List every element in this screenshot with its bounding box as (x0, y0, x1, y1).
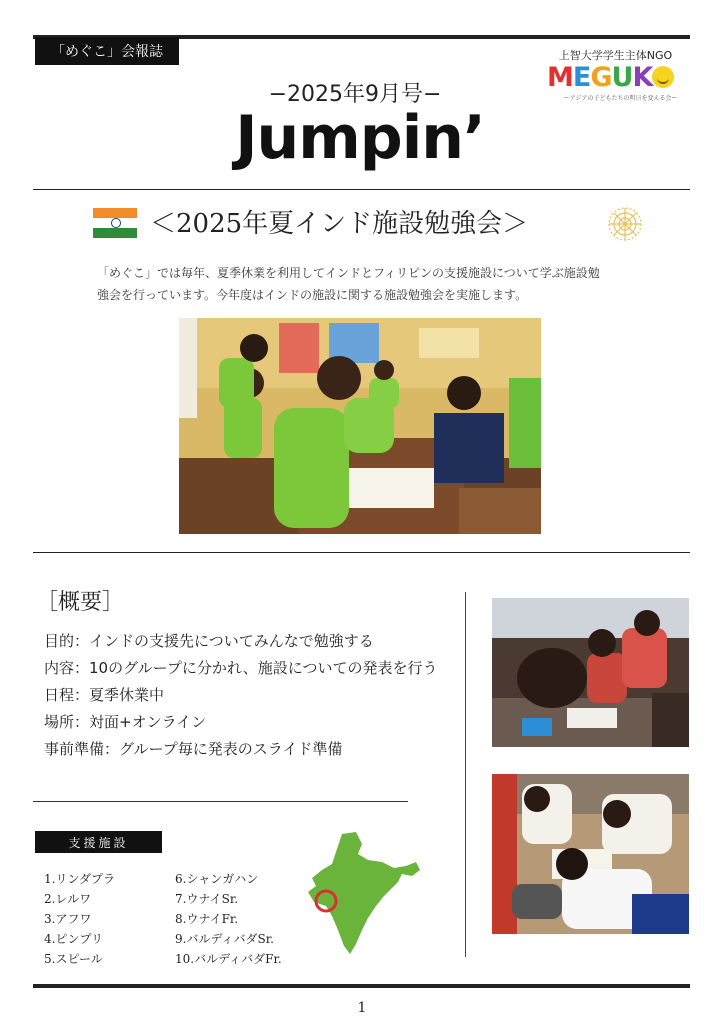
overview-preparation: 事前準備：グループ毎に発表のスライド準備 (44, 740, 343, 758)
section-title: ＜2025年夏インド施設勉強会＞ (150, 209, 529, 239)
india-flag-icon (93, 208, 137, 238)
bottom-rule (33, 984, 690, 988)
overview-schedule: 日程：夏季休業中 (44, 686, 165, 704)
overview-location: 場所：対面+オンライン (44, 713, 207, 731)
list-item: 4.ピンプリ (44, 932, 103, 946)
smiley-icon (652, 66, 674, 88)
issue-date: −2025年9月号− (268, 82, 442, 107)
mid-divider (33, 552, 690, 553)
logo-subtitle: 上智大学学生主体NGO (558, 49, 673, 62)
list-item: 1.リンダプラ (44, 872, 115, 886)
group-study-photo-2 (492, 774, 689, 934)
meguko-logo: MEGUK (547, 62, 674, 93)
list-item: 2.レルワ (44, 892, 92, 906)
group-study-photo-1 (492, 598, 689, 747)
list-item: 3.アフワ (44, 912, 92, 926)
list-item: 7.ウナイSr. (175, 892, 239, 906)
overview-content: 内容：10のグループに分かれ、施設についての発表を行う (44, 659, 438, 677)
intro-paragraph: 「めぐこ」では毎年、夏季休業を利用してインドとフィリピンの支援施設について学ぶ施設勉 強会を行っています。今年度はインドの施設に関する施設勉強会を実施します。 (97, 266, 600, 302)
column-divider (465, 592, 466, 957)
newsletter-badge: 「めぐこ」会報誌 (35, 37, 179, 65)
facilities-list-right (175, 870, 282, 970)
list-item: 9.バルディバダSr. (175, 932, 274, 946)
facilities-badge: 支援施設 (35, 831, 162, 853)
india-map-shape (308, 832, 420, 954)
list-item: 6.シャンガハン (175, 872, 259, 886)
overview-heading: ［概要］ (36, 590, 125, 615)
header-divider (33, 189, 690, 190)
facilities-list-left (44, 870, 115, 970)
overview-purpose: 目的：インドの支援先についてみんなで勉強する (44, 632, 374, 650)
overview-underline (33, 801, 408, 802)
list-item: 5.スピール (44, 952, 103, 966)
newsletter-title: Jumpin’ (235, 103, 485, 173)
india-map (302, 830, 424, 958)
logo-caption: ーアジアの子どもたちの明日を変える会ー (564, 95, 678, 102)
list-item: 8.ウナイFr. (175, 912, 239, 926)
page-number: 1 (357, 1000, 367, 1016)
mandala-icon (607, 206, 643, 242)
classroom-photo (179, 318, 541, 534)
list-item: 10.バルディバダFr. (175, 952, 282, 966)
